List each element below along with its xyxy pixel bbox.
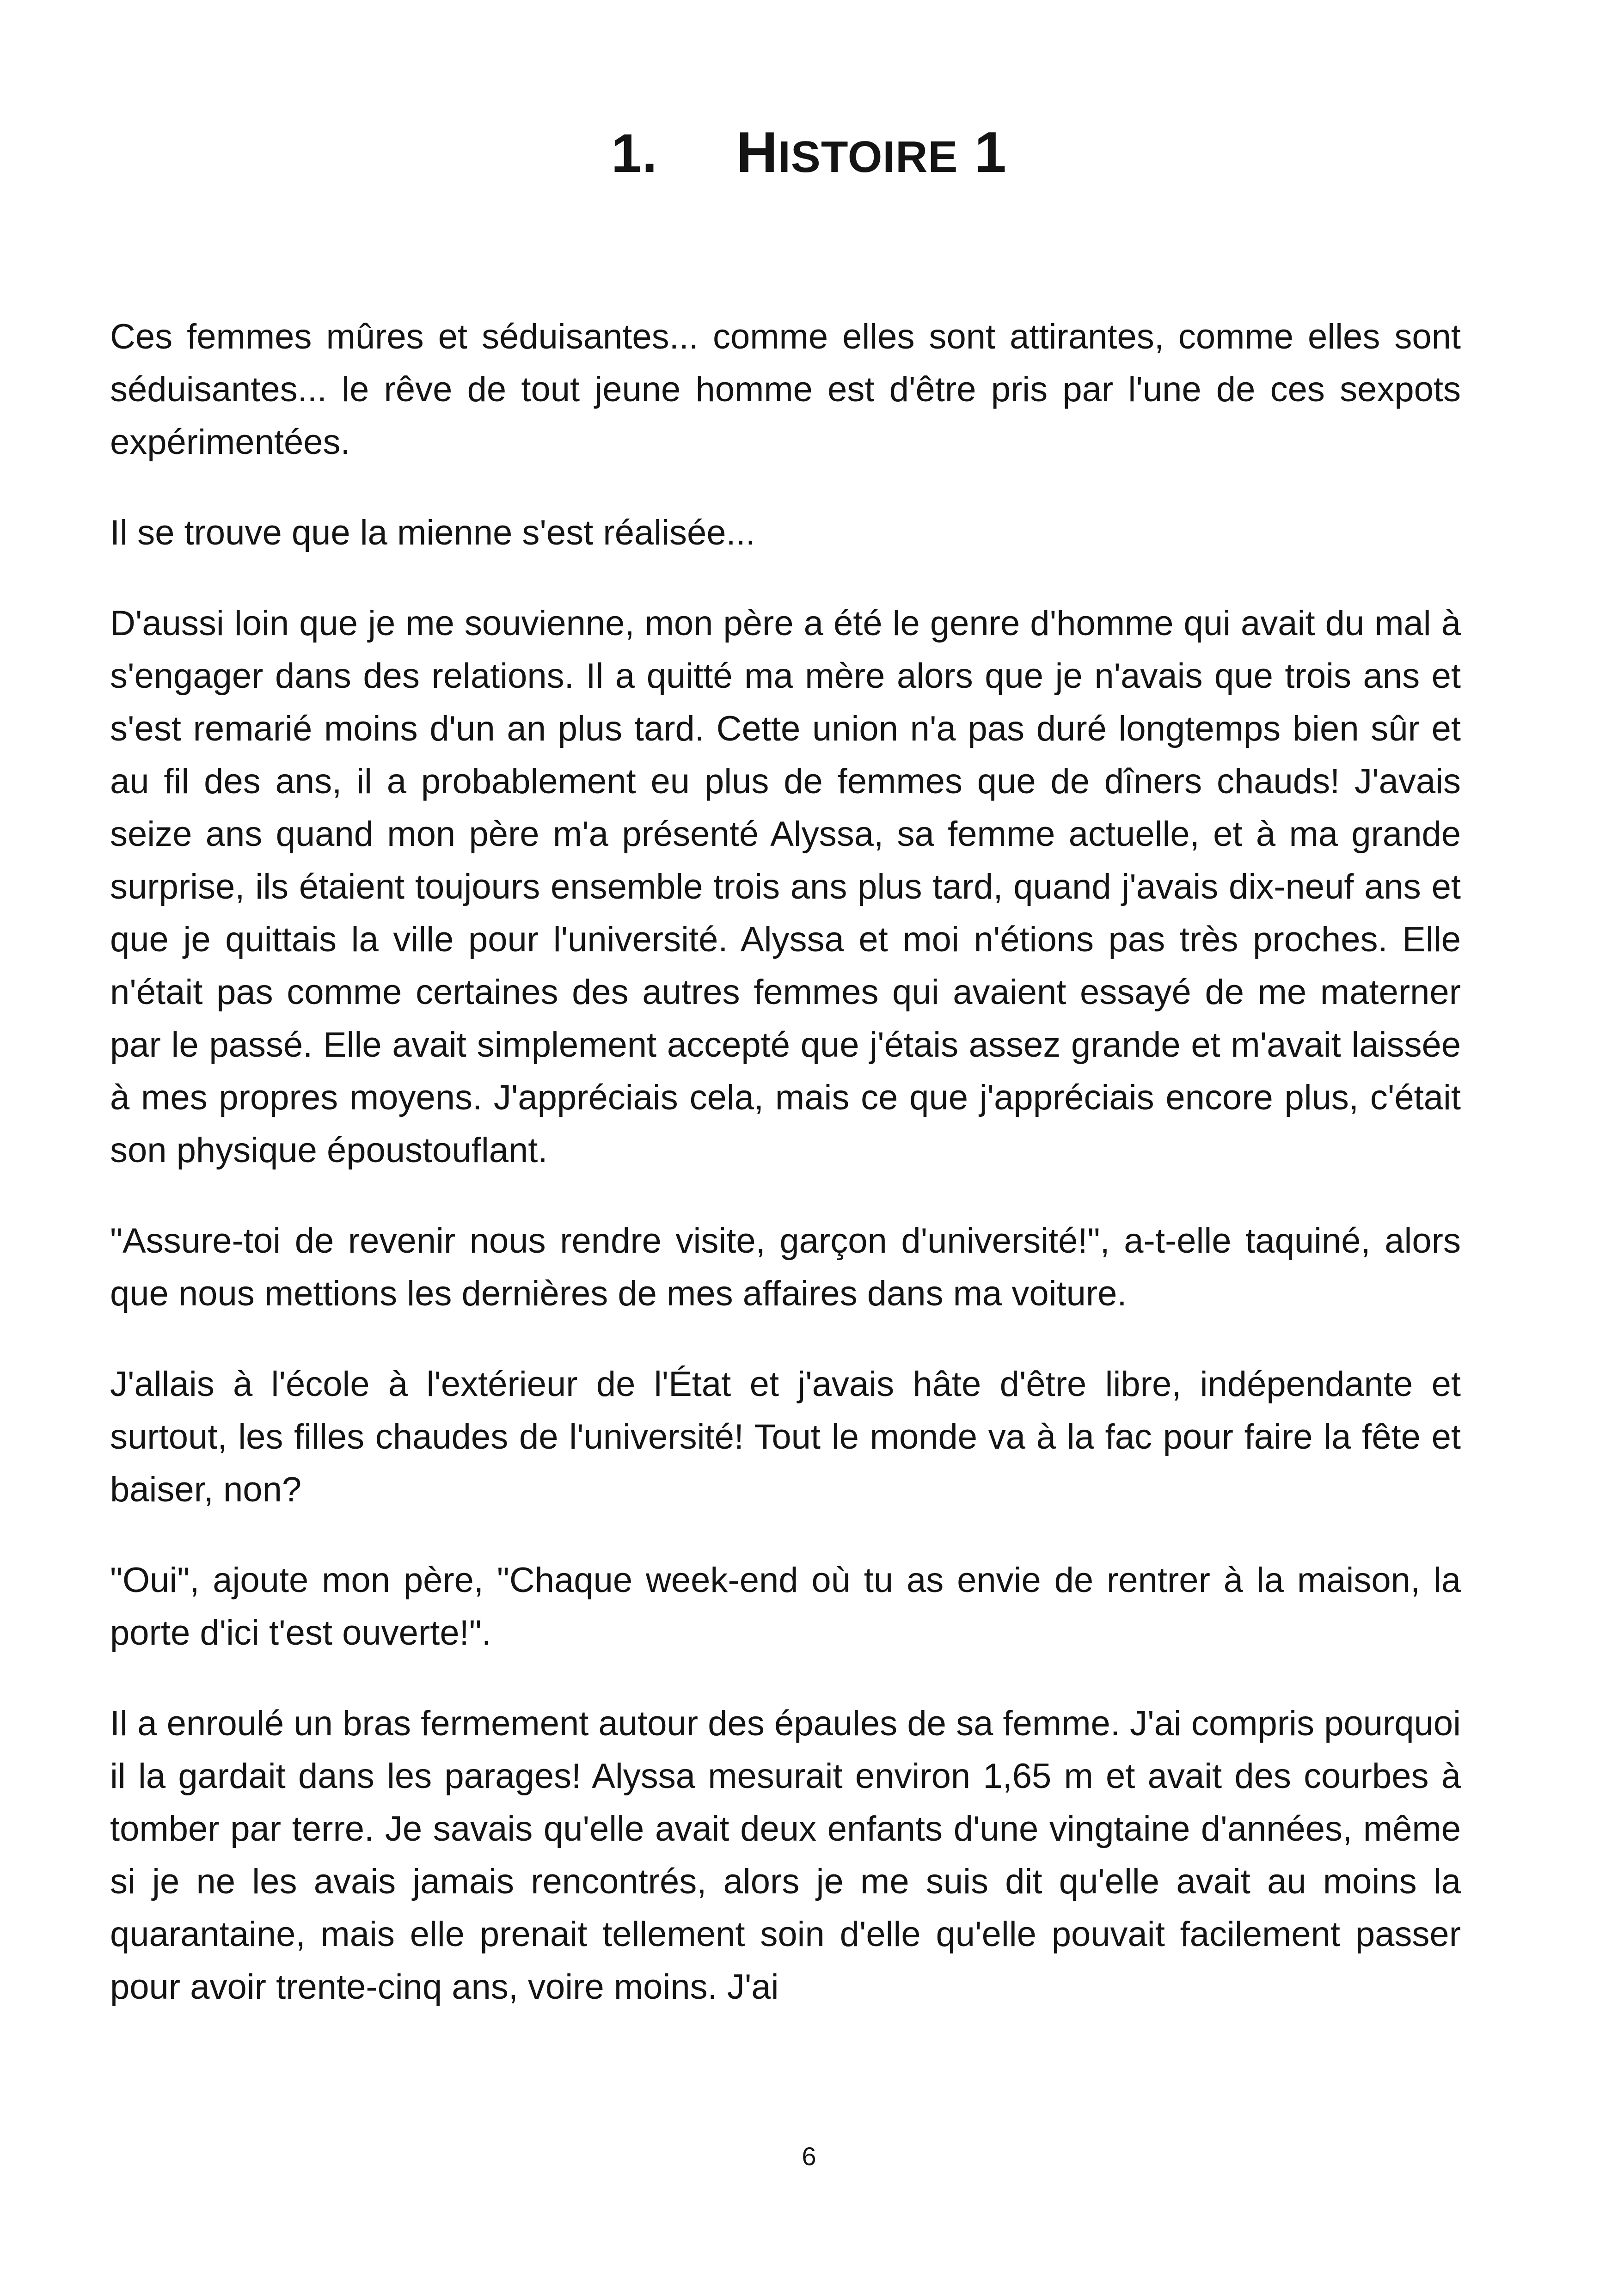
paragraph: Il se trouve que la mienne s'est réalisée... [110,513,755,552]
paragraph: D'aussi loin que je me souvienne, mon père a été le genre d'homme qui avait du mal à s'engager dans des relations. Il a quitté ma mère alors que je n'avais que trois ans et s'est remarié moins d'un an plus tard. Cette union n'a pas duré longtemps bien sûr et au fil des ans, il a probablement eu plus de femmes que de dîners chauds! J'avais seize ans quand mon père m'a présenté Alyssa, sa femme actuelle, et à ma grande surprise, ils étaient toujours ensemble trois ans plus tard, quand j'avais dix-neuf ans et que je quittais la ville pour l'université. Alyssa et moi n'étions pas très proches. Elle n'était pas comme certaines des autres femmes qui avaient essayé de me materner par le passé. Elle avait simplement accepté que j'étais assez grande et m'avait laissée à mes propres moyens. J'appréciais cela, mais ce que j'appréciais encore plus, c'était son physique époustouflant. [110,604,1461,1170]
paragraph: "Oui", ajoute mon père, "Chaque week-end où tu as envie de rentrer à la maison, la porte d'ici t'est ouverte!". [110,1561,1461,1653]
paragraph: "Assure-toi de revenir nous rendre visite, garçon d'université!", a-t-elle taquiné, alors que nous mettions les dernières de mes affaires dans ma voiture. [110,1221,1461,1313]
paragraph: Il a enroulé un bras fermement autour des épaules de sa femme. J'ai compris pourquoi il la gardait dans les parages! Alyssa mesurait environ 1,65 m et avait des courbes à tomber par terre. Je savais qu'elle avait deux enfants d'une vingtaine d'années, même si je ne les avais jamais rencontrés, alors je me suis dit qu'elle avait au moins la quarantaine, mais elle prenait tellement soin d'elle qu'elle pouvait facilement passer pour avoir trente-cinq ans, voire moins. J'ai [110,1704,1461,2007]
paragraph: J'allais à l'école à l'extérieur de l'État et j'avais hâte d'être libre, indépendante et surtout, les filles chaudes de l'université! Tout le monde va à la fac pour faire la fête et baiser, non? [110,1365,1461,1509]
chapter-title-rest: ISTOIRE [778,132,958,182]
chapter-title-initial: H [736,121,778,184]
chapter-title [0,118,1618,192]
page-number: 6 [802,2142,816,2171]
paragraph: Ces femmes mûres et séduisantes... comme elles sont attirantes, comme elles sont séduisantes... le rêve de tout jeune homme est d'être pris par l'une de ces sexpots expérimentées. [110,317,1461,462]
chapter-title-num: 1 [958,121,1007,184]
chapter-number: 1. [611,123,658,184]
body-text [110,311,1461,2051]
